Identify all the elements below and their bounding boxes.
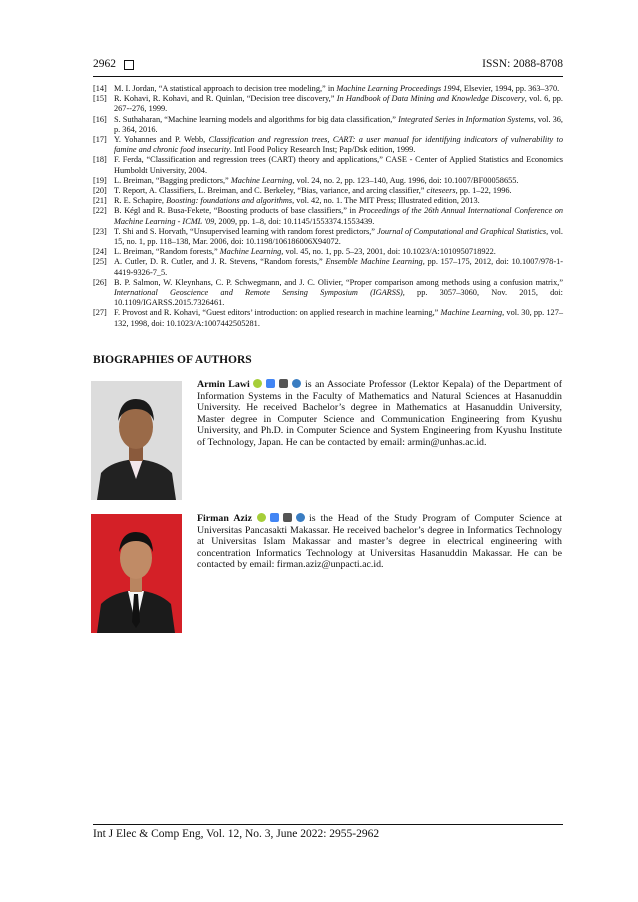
author-name: Armin Lawi <box>197 379 250 390</box>
reference-item: [21] R. E. Schapire, Boosting: foundations and algorithms, vol. 42, no. 1. The MIT Press; Illustrated edition, 2013. <box>93 196 480 206</box>
author-photo-armin-lawi <box>91 381 182 500</box>
reference-item: [17] Y. Yohannes and P. Webb, Classification and regression trees, CART: a user manual for identifying indicators of vulnerability to famine and chronic food insecurity. Intl Food Policy Research Inst; Pap/Dsk edition, 1999. <box>93 135 563 155</box>
reference-number: [27] <box>93 308 107 318</box>
reference-item: [16] S. Suthaharan, “Machine learning models and algorithms for big data classification,” Integrated Series in Information Systems, vol. 36, p. 364, 2016. <box>93 114 563 134</box>
reference-item: [27] F. Provost and R. Kohavi, “Guest editors’ introduction: on applied research in machine learning,” Machine Learning, vol. 30, pp. 127–132, 1998, doi: 10.1023/A:1007442505281. <box>93 308 563 328</box>
biographies-heading: BIOGRAPHIES OF AUTHORS <box>93 354 252 366</box>
reference-number: [24] <box>93 247 107 257</box>
reference-number: [14] <box>93 84 107 93</box>
author-bio-firman-aziz <box>197 513 562 571</box>
publons-icon[interactable] <box>296 513 305 522</box>
author-bio-armin-lawi <box>197 379 562 449</box>
reference-number: [18] <box>93 155 107 165</box>
reference-item: [22] B. Kégl and R. Busa-Fekete, “Boosting products of base classifiers,” in Proceedings of the 26th Annual International Conference on Machine Learning - ICML '09, 2009, pp. 1–8, doi: 10.1145/1553374.1553439. <box>93 206 564 226</box>
reference-item: [15] R. Kohavi, R. Kohavi, and R. Quinlan, “Decision tree discovery,” In Handbook of Data Mining and Knowledge Discovery, vol. 6, pp. 267--276, 1999. <box>93 94 564 114</box>
footer-rule <box>93 824 563 825</box>
reference-number: [20] <box>93 186 107 196</box>
reference-item: [20] T. Report, A. Classifiers, L. Breiman, and C. Berkeley, “Bias, variance, and arcing classifier,” citeseers, pp. 1–22, 1996. <box>93 186 512 196</box>
journal-footer: Int J Elec & Comp Eng, Vol. 12, No. 3, June 2022: 2955-2962 <box>93 828 380 840</box>
google-scholar-icon[interactable] <box>266 379 275 388</box>
reference-item: [24] L. Breiman, “Random forests,” Machine Learning, vol. 45, no. 1, pp. 5–23, 2001, doi: 10.1023/A:1010950718922. <box>93 247 496 257</box>
header-rule <box>93 76 563 77</box>
author-photo-firman-aziz <box>91 514 182 633</box>
reference-list <box>93 84 563 329</box>
reference-item: [19] L. Breiman, “Bagging predictors,” Machine Learning, vol. 24, no. 2, pp. 123–140, Aug. 1996, doi: 10.1007/BF00058655. <box>93 175 519 185</box>
reference-item: [25] A. Cutler, D. R. Cutler, and J. R. Stevens, “Random forests,” Ensemble Machine Learning, pp. 157–175, 2012, doi: 10.1007/978-1-4419-9326-7_5. <box>93 257 563 277</box>
reference-item: [18] F. Ferda, “Classification and regression trees (CART) theory and applications,” CASE - Center of Applied Statistics and Economics Humboldt University, 2004. <box>93 155 563 175</box>
square-icon <box>124 60 134 70</box>
scopus-icon[interactable] <box>283 513 292 522</box>
reference-number: [17] <box>93 135 107 145</box>
portrait-image <box>91 381 182 500</box>
reference-number: [15] <box>93 94 107 104</box>
orcid-icon[interactable] <box>257 513 266 522</box>
scopus-icon[interactable] <box>279 379 288 388</box>
reference-number: [21] <box>93 196 107 206</box>
reference-item: [23] T. Shi and S. Horvath, “Unsupervised learning with random forest predictors,” Journal of Computational and Graphical Statistics, vol. 15, no. 1, pp. 118–138, Mar. 2006, doi: 10.1198/106186006X94072. <box>93 226 564 247</box>
portrait-image <box>91 514 182 633</box>
author-bio-text: is an Associate Professor (Lektor Kepala) of the Department of Information Systems in the Faculty of Mathematics and Natural Sciences at Hasanuddin University. He received Bachelor’s degree in Mathematics at Hasanuddin University, Master degree in Computer Science and Communication Engineering from Kyushu University, and Ph.D. in Computer Science and System Engineering from Kyushu Institute of Technology, Japan. He can be contacted by email: armin@unhas.ac.id. <box>197 379 563 448</box>
author-bio-text: is the Head of the Study Program of Computer Science at Universitas Pancasakti Makassar. He received bachelor’s degree in Informatics Technology at Universitas Islam Makassar and master’s degree in electrical engineering with concentration Informatics Technology at Universitas Hasanuddin Makassar. He can be contacted by email: firman.aziz@unpacti.ac.id. <box>197 513 562 571</box>
reference-number: [25] <box>93 257 107 267</box>
reference-number: [23] <box>93 226 107 236</box>
page-number: 2962 <box>93 58 116 70</box>
author-name: Firman Aziz <box>197 513 252 524</box>
publons-icon[interactable] <box>292 379 301 388</box>
reference-number: [16] <box>93 114 107 124</box>
reference-number: [22] <box>93 206 107 216</box>
reference-number: [19] <box>93 175 107 185</box>
running-header <box>93 58 563 74</box>
reference-number: [26] <box>93 277 107 287</box>
orcid-icon[interactable] <box>253 379 262 388</box>
reference-item: [14] M. I. Jordan, “A statistical approach to decision tree modeling,” in Machine Learning Proceedings 1994, Elsevier, 1994, pp. 363–370. <box>93 84 560 93</box>
google-scholar-icon[interactable] <box>270 513 279 522</box>
issn: ISSN: 2088-8708 <box>482 58 563 70</box>
reference-item: [26] B. P. Salmon, W. Kleynhans, C. P. Schwegmann, and J. C. Olivier, “Proper comparison among methods using a confusion matrix,” International Geoscience and Remote Sensing Symposium (IGARSS), pp. 3057–3060, Nov. 2015, doi: 10.1109/IGARSS.2015.7326461. <box>93 277 563 308</box>
